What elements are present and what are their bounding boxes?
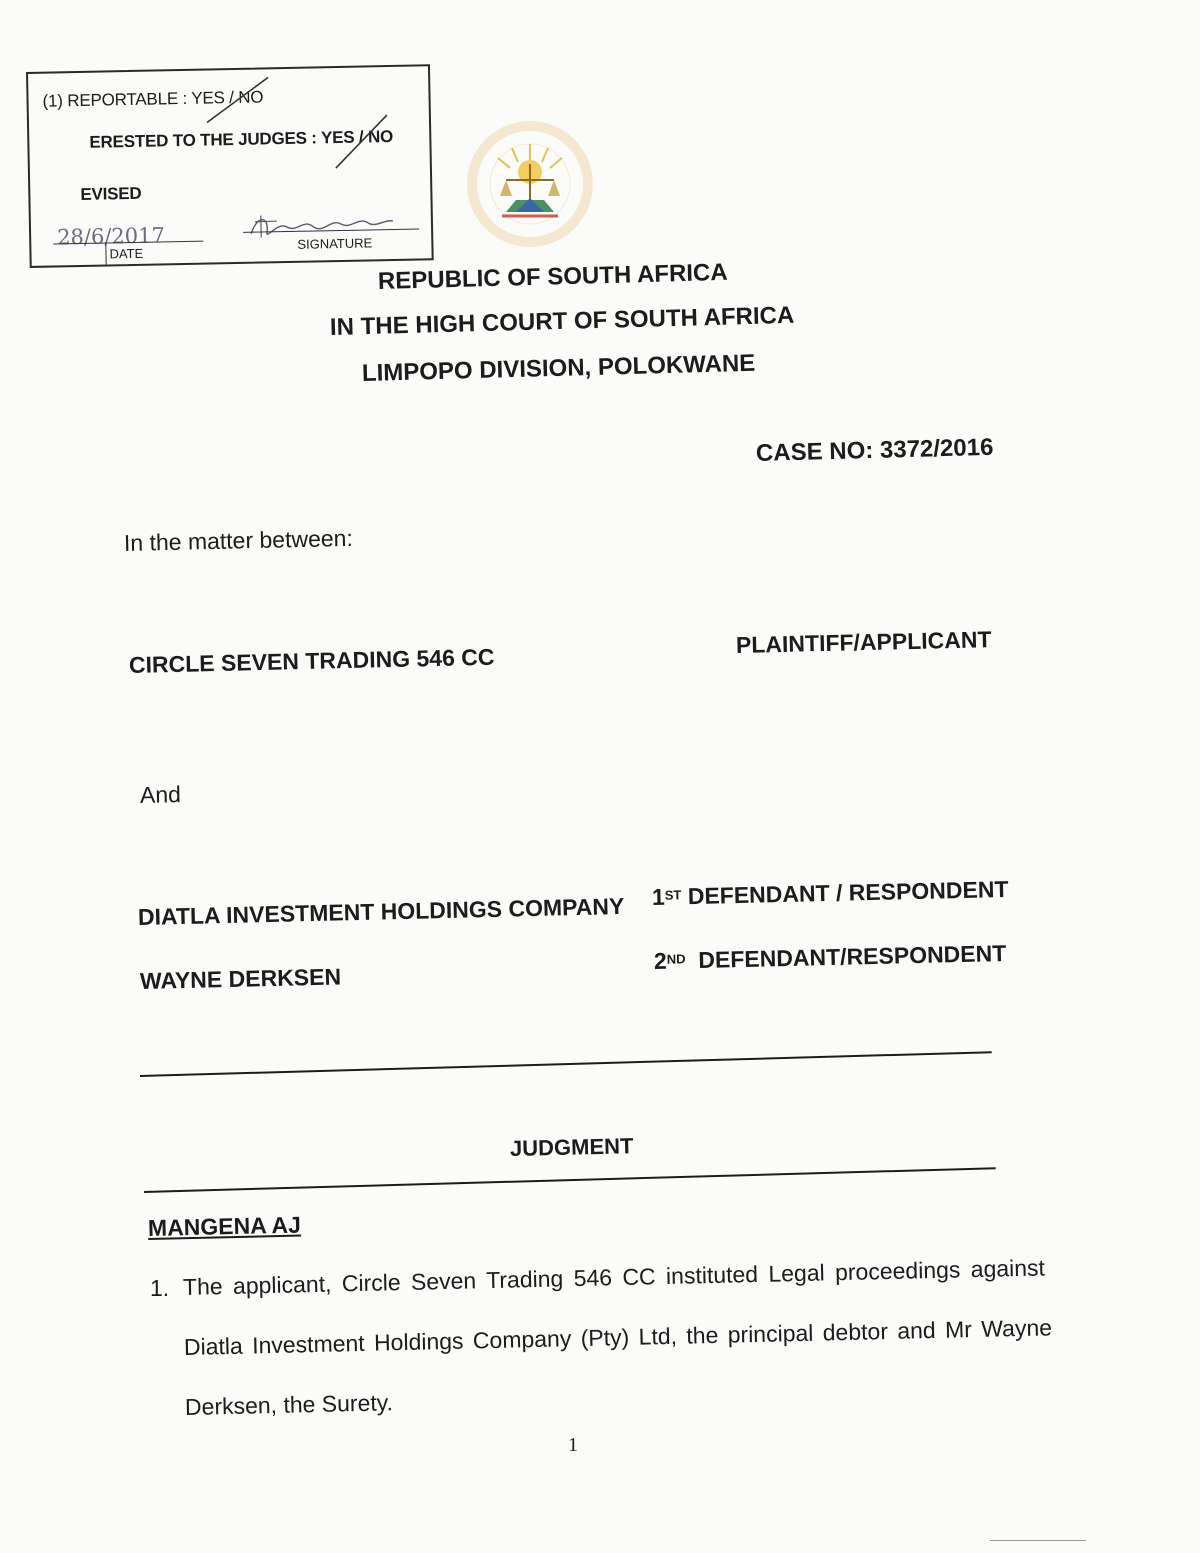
defendant2-name: WAYNE DERKSEN <box>139 963 342 994</box>
paragraph-line: The applicant, Circle Seven Trading 546 CC instituted Legal proceedings against <box>182 1254 1046 1300</box>
plaintiff-role: PLAINTIFF/APPLICANT <box>735 626 992 658</box>
defendant1-ordinal-suffix: ST <box>664 887 682 903</box>
scan-mark <box>990 1540 1086 1541</box>
strike-mark-1 <box>198 73 279 135</box>
reportable-line: (1) REPORTABLE : YES / NO <box>42 87 264 111</box>
matter-between: In the matter between: <box>123 524 354 556</box>
interest-line: ERESTED TO THE JUDGES : YES / NO <box>89 126 394 152</box>
strike-mark-2 <box>329 111 410 177</box>
defendant2-ordinal-suffix: ND <box>666 951 686 967</box>
signature-label: SIGNATURE <box>297 235 373 252</box>
defendant2-role <box>654 940 1007 975</box>
defendant2-role-text: DEFENDANT/RESPONDENT <box>698 940 1007 973</box>
divider-bottom <box>144 1167 996 1193</box>
heading-republic: REPUBLIC OF SOUTH AFRICA <box>377 258 729 295</box>
page-number: 1 <box>568 1434 578 1456</box>
defendant2-ordinal: 2 <box>653 947 668 974</box>
heading-division: LIMPOPO DIVISION, POLOKWANE <box>361 349 756 387</box>
defendant1-ordinal: 1 <box>651 883 666 910</box>
defendant1-name: DIATLA INVESTMENT HOLDINGS COMPANY <box>137 892 625 930</box>
defendant1-role <box>652 876 1009 911</box>
plaintiff-name: CIRCLE SEVEN TRADING 546 CC <box>128 643 495 678</box>
and-text: And <box>139 781 182 808</box>
defendant1-role-text: DEFENDANT / RESPONDENT <box>687 875 1009 910</box>
court-crest-icon <box>452 120 612 250</box>
case-number: CASE NO: 3372/2016 <box>755 433 994 467</box>
paragraph-line: Derksen, the Surety. <box>184 1389 394 1420</box>
date-label: DATE <box>109 245 144 262</box>
judge-name: MANGENA AJ <box>147 1211 302 1241</box>
handwritten-date: 28/6/2017 <box>56 223 166 250</box>
revised-line: EVISED <box>80 183 142 204</box>
paragraph-line: Diatla Investment Holdings Company (Pty) Ltd, the principal debtor and Mr Wayne <box>183 1314 1053 1360</box>
judgment-title: JUDGMENT <box>509 1133 634 1161</box>
heading-high-court: IN THE HIGH COURT OF SOUTH AFRICA <box>329 301 795 341</box>
divider-top <box>140 1051 992 1077</box>
paragraph-number: 1. <box>150 1275 170 1301</box>
reportable-stamp <box>26 64 434 268</box>
